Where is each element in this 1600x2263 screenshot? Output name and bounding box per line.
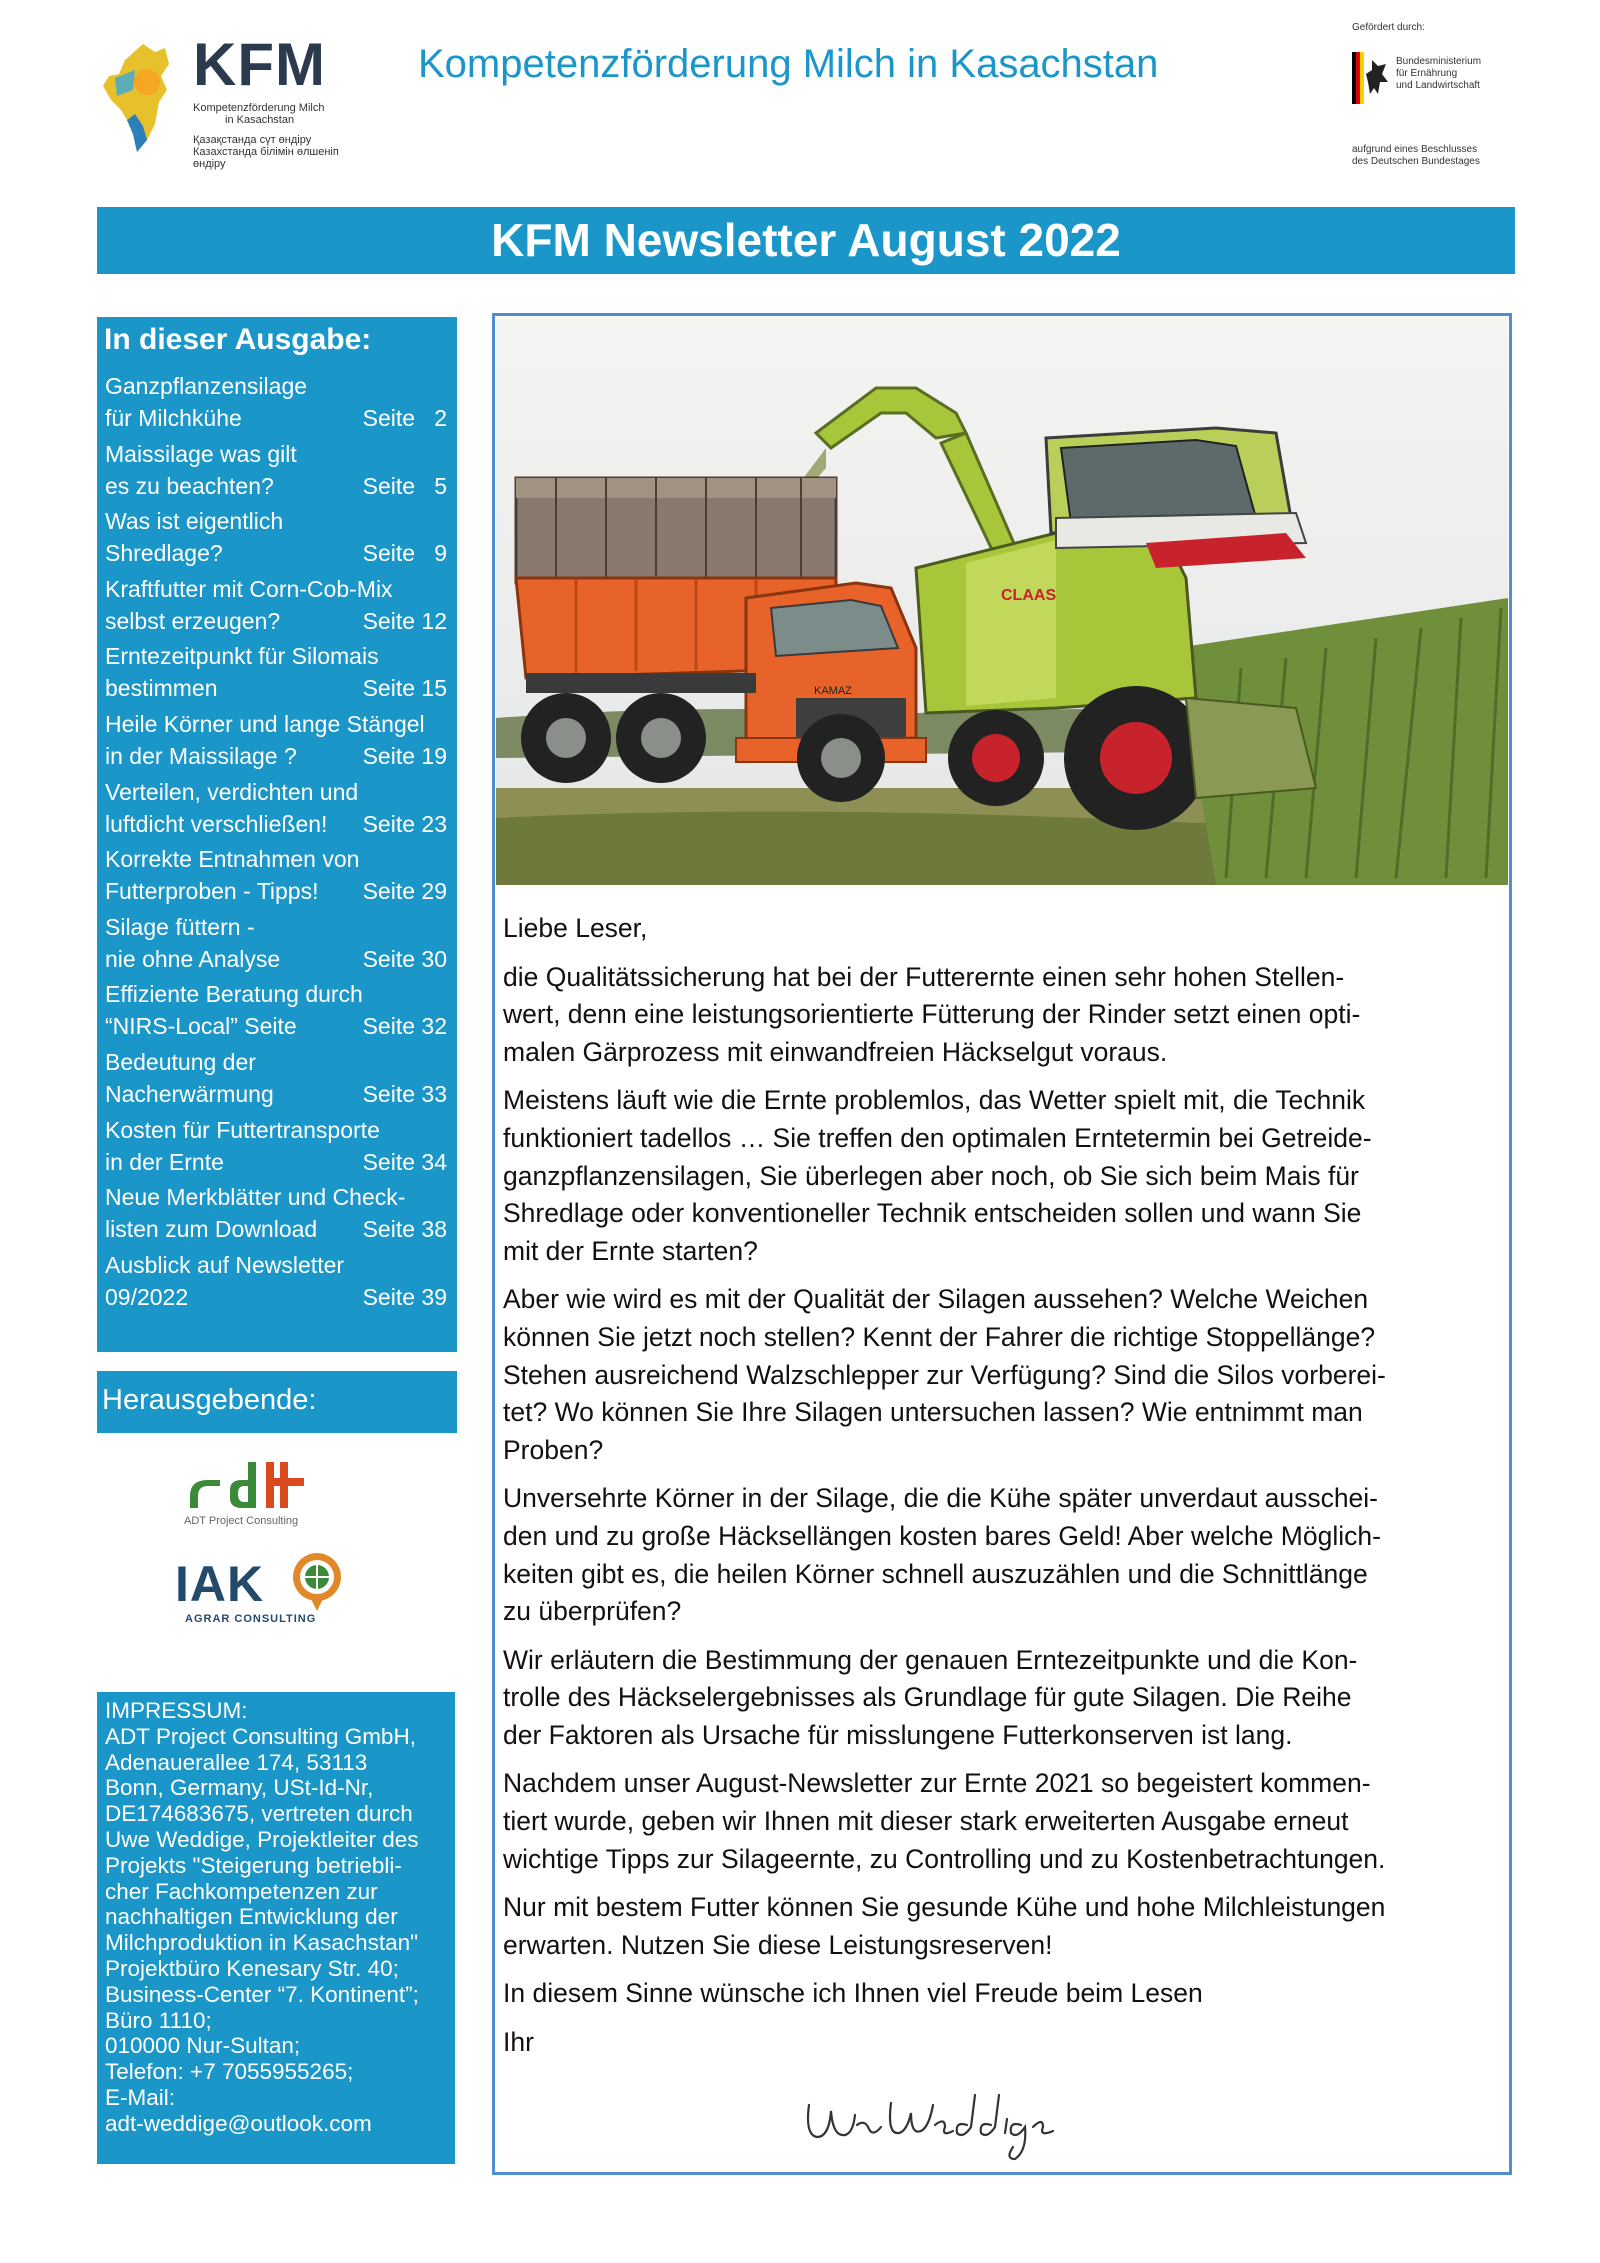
toc-item-title: luftdicht verschließen! [105, 810, 328, 837]
impressum-line: cher Fachkompetenzen zur [105, 1878, 378, 1904]
letter-line: tiert wurde, geben wir Ihnen mit dieser stark erweiterten Ausgabe erneut [503, 1806, 1349, 1837]
toc-item-title: Heile Körner und lange Stängel [105, 711, 425, 737]
toc-item-title: Ausblick auf Newsletter [105, 1251, 345, 1278]
globe-pin-icon [285, 1549, 349, 1613]
impressum-line: Milchproduktion in Kasachstan" [105, 1930, 419, 1956]
letter-line: Ihr [503, 2027, 534, 2058]
toc-item[interactable] [105, 1181, 447, 1245]
impressum-line: 010000 Nur-Sultan; [105, 2033, 301, 2059]
letter-line: In diesem Sinne wünsche ich Ihnen viel Freude beim Lesen [503, 1978, 1203, 2009]
toc-item[interactable] [105, 1046, 447, 1110]
toc-item[interactable] [105, 911, 447, 975]
letter-line: Nachdem unser August-Newsletter zur Ernte 2021 so begeistert kommen- [503, 1768, 1371, 1799]
toc-item-page: Seite 39 [362, 1283, 447, 1310]
harvest-photo-illustration [496, 318, 1508, 885]
letter-line: mit der Ernte starten? [503, 1235, 758, 1266]
letter-body [503, 910, 1503, 2073]
toc-item-title: Kraftfutter mit Corn-Cob-Mix [105, 575, 393, 602]
toc-item-page: Seite 29 [362, 878, 447, 905]
letter-paragraph [503, 1765, 1503, 1878]
iak-logo [175, 1555, 365, 1635]
toc-item-title-continued [105, 875, 447, 907]
toc-item-page: Seite 2 [362, 405, 447, 431]
harvester-brand-text: CLAAS [1001, 587, 1057, 604]
letter-line: den und zu große Häcksellängen kosten bares Geld! Aber welche Möglich- [503, 1520, 1381, 1551]
letter-line: die Qualitätssicherung hat bei der Futterernte einen sehr hohen Stellen- [503, 961, 1345, 992]
iak-logo-word: IAK [175, 1556, 265, 1612]
truck-brand-text: KAMAZ [814, 685, 852, 697]
ministry-name-line: und Landwirtschaft [1396, 80, 1480, 91]
impressum-line: Projekts "Steigerung betriebli- [105, 1852, 402, 1878]
toc-item-title-continued [105, 1078, 447, 1110]
kfm-logo-subtitle: Kompetenzförderung Milch [193, 102, 325, 114]
toc-item-title: Korrekte Entnahmen von [105, 846, 360, 873]
toc-item-title: in der Maissilage ? [105, 743, 297, 769]
kfm-logo-subtitle: Казахстанда білімін өлшеніп өндіру [193, 146, 339, 170]
letter-line: Shredlage oder konventioneller Technik entscheiden sollen und wann Sie [503, 1198, 1362, 1229]
letter-paragraph [503, 1082, 1503, 1270]
bundestag-note-line: des Deutschen Bundestages [1352, 156, 1480, 167]
toc-item-title: in der Ernte [105, 1148, 224, 1175]
kfm-logo-word: KFM [193, 31, 326, 98]
toc-item-page: Seite 34 [362, 1148, 447, 1175]
newsletter-banner: KFM Newsletter August 2022 [97, 207, 1515, 274]
bundestag-note [1352, 144, 1480, 168]
ministry-name-line: Bundesministerium [1396, 56, 1482, 67]
toc-item-page: Seite 12 [362, 607, 447, 634]
letter-line: Wir erläutern die Bestimmung der genauen Erntezeitpunkte und die Kon- [503, 1644, 1358, 1675]
adt-logo [180, 1458, 360, 1528]
toc-item-title: Silage füttern - [105, 913, 255, 940]
toc-item-page: Seite 9 [362, 540, 447, 567]
toc-item[interactable] [105, 573, 447, 637]
letter-line: tet? Wo können Sie Ihre Silagen untersuchen lassen? Wie entnimmt man [503, 1397, 1363, 1428]
impressum-line: nachhaltigen Entwicklung der [105, 1904, 398, 1930]
impressum-line: ADT Project Consulting GmbH, [105, 1723, 416, 1749]
letter-line: Aber wie wird es mit der Qualität der Silagen aussehen? Welche Weichen [503, 1284, 1369, 1315]
letter-line: Unversehrte Körner in der Silage, die die Kühe später unverdaut ausschei- [503, 1483, 1379, 1514]
toc-item-title: 09/2022 [105, 1283, 189, 1310]
impressum [97, 1692, 455, 2164]
toc-item-title: bestimmen [105, 675, 218, 702]
toc-item-title-continued [105, 943, 447, 975]
impressum-line: Projektbüro Kenesary Str. 40; [105, 1955, 399, 1981]
letter-line: Liebe Leser, [503, 913, 648, 943]
toc-item-title-continued [105, 740, 447, 772]
kfm-logo-subtitle: Қазақстанда сүт өндіру [193, 134, 312, 146]
impressum-line: Adenauerallee 174, 53113 [105, 1749, 368, 1775]
impressum-line: Uwe Weddige, Projektleiter des [105, 1826, 419, 1852]
toc-item-page: Seite 23 [362, 810, 447, 837]
impressum-line: E-Mail: [105, 2084, 176, 2110]
toc-item[interactable] [105, 505, 447, 569]
toc-item[interactable] [105, 370, 447, 434]
toc-item[interactable] [105, 978, 447, 1042]
letter-paragraph [503, 1889, 1503, 1964]
letter-paragraph [503, 910, 1503, 948]
letter-line: Meistens läuft wie die Ernte problemlos, das Wetter spielt mit, die Technik [503, 1085, 1366, 1116]
toc-item-page: Seite 38 [362, 1216, 447, 1243]
letter-paragraph [503, 1480, 1503, 1630]
impressum-line: Büro 1110; [105, 2007, 212, 2033]
toc-item-title: Was ist eigentlich [105, 508, 284, 535]
toc-item-page: Seite 5 [362, 472, 447, 499]
toc-item-title: Verteilen, verdichten und [105, 778, 359, 805]
toc-item[interactable] [105, 708, 447, 772]
adt-logo-caption: ADT Project Consulting [184, 1515, 299, 1527]
toc-item-title-continued [105, 1146, 447, 1178]
page-header-title: Kompetenzförderung Milch in Kasachstan [418, 42, 1159, 86]
handwritten-signature [795, 2075, 1125, 2165]
letter-line: Stehen ausreichend Walzschlepper zur Verfügung? Sind die Silos vorberei- [503, 1359, 1386, 1390]
toc-item-title: Shredlage? [105, 540, 223, 567]
iak-logo-caption: AGRAR CONSULTING [185, 1613, 317, 1625]
letter-paragraph [503, 1281, 1503, 1469]
toc-item-title: Maissilage was gilt [105, 440, 297, 467]
letter-line: zu überprüfen? [503, 1596, 682, 1627]
impressum-line: Bonn, Germany, USt-Id-Nr, [105, 1775, 374, 1801]
toc-item[interactable] [105, 1249, 447, 1313]
toc-item-page: Seite 30 [362, 945, 447, 972]
letter-line: wert, denn eine leistungsorientierte Fütterung der Rinder setzt einen opti- [503, 999, 1361, 1030]
toc-item-title-continued [105, 808, 447, 840]
toc-item-title: nie ohne Analyse [105, 945, 281, 972]
impressum-heading: IMPRESSUM: [105, 1698, 248, 1723]
letter-paragraph [503, 959, 1503, 1072]
toc-item[interactable] [105, 843, 447, 907]
toc-item-title: Erntezeitpunkt für Silomais [105, 643, 379, 670]
toc-item-title-continued [105, 402, 447, 434]
letter-line: ganzpflanzensilagen, Sie überlegen aber noch, ob Sie sich beim Mais für [503, 1160, 1359, 1191]
impressum-line: Business-Center “7. Kontinent”; [105, 1981, 419, 2007]
kfm-logo [95, 30, 365, 170]
impressum-line: Telefon: +7 7055955265; [105, 2059, 354, 2085]
toc-item[interactable] [105, 438, 447, 502]
toc-item[interactable] [105, 640, 447, 704]
toc-item-title: Nacherwärmung [105, 1081, 274, 1107]
toc-item-page: Seite 32 [362, 1013, 447, 1040]
toc-item-page: Seite 15 [362, 675, 447, 702]
toc-item-title: Ganzpflanzensilage [105, 373, 308, 399]
toc-item-title: es zu beachten? [105, 472, 274, 499]
toc-item-title: Effiziente Beratung durch [105, 981, 363, 1008]
signature [795, 2075, 1125, 2165]
toc-item-title: Kosten für Futtertransporte [105, 1116, 380, 1143]
toc-item-title-continued [105, 1281, 447, 1313]
toc-item-title-continued [105, 537, 447, 569]
toc-item-title: Neue Merkblätter und Check- [105, 1184, 406, 1211]
kfm-logo-subtitle: in Kasachstan [225, 114, 295, 126]
letter-line: können Sie jetzt noch stellen? Kennt der Fahrer die richtige Stoppellänge? [503, 1321, 1376, 1352]
letter-line: der Faktoren als Ursache für misslungene Futterkonserven ist lang. [503, 1719, 1293, 1750]
letter-line: Nur mit bestem Futter können Sie gesunde Kühe und hohe Milchleistungen [503, 1892, 1386, 1923]
impressum-line: adt-weddige@outlook.com [105, 2110, 372, 2136]
letter-line: wichtige Tipps zur Silageernte, zu Controlling und zu Kostenbetrachtungen. [503, 1843, 1386, 1874]
publishers-heading-label: Herausgebende: [102, 1384, 317, 1416]
letter-line: Proben? [503, 1434, 604, 1465]
letter-line: keiten gibt es, die heilen Körner schnell auszuzählen und die Schnittlänge [503, 1558, 1368, 1589]
toc-item-page: Seite 19 [362, 743, 447, 769]
table-of-contents [97, 317, 457, 1352]
impressum-line: DE174683675, vertreten durch [105, 1801, 413, 1827]
toc-item[interactable] [105, 1114, 447, 1178]
federal-eagle-icon [1352, 52, 1392, 104]
bmel-logo [1352, 22, 1512, 172]
publishers-heading [97, 1371, 457, 1433]
letter-line: malen Gärprozess mit einwandfreien Häckselgut voraus. [503, 1036, 1168, 1067]
toc-item-title: für Milchkühe [105, 405, 242, 431]
adt-logo-mark [186, 1458, 346, 1516]
toc-item-title-continued [105, 1213, 447, 1245]
toc-item-title: listen zum Download [105, 1216, 318, 1243]
letter-paragraph [503, 1642, 1503, 1755]
harvest-photo [496, 318, 1508, 885]
toc-item-title-continued [105, 605, 447, 637]
letter-line: erwarten. Nutzen Sie diese Leistungsreserven! [503, 1929, 1053, 1960]
toc-heading: In dieser Ausgabe: [104, 323, 372, 356]
funding-note: Gefördert durch: [1352, 22, 1425, 33]
letter-line: funktioniert tadellos … Sie treffen den optimalen Erntetermin bei Getreide- [503, 1122, 1372, 1153]
toc-item[interactable] [105, 776, 447, 840]
toc-item-title-continued [105, 470, 447, 502]
toc-item-title: Futterproben - Tipps! [105, 878, 319, 905]
toc-item-title: selbst erzeugen? [105, 607, 281, 634]
letter-paragraph [503, 2024, 1503, 2062]
bundestag-note-line: aufgrund eines Beschlusses [1352, 144, 1478, 155]
toc-item-title: “NIRS-Local” Seite [105, 1013, 297, 1040]
letter-paragraph [503, 1975, 1503, 2013]
toc-item-title-continued [105, 1010, 447, 1042]
letter-line: trolle des Häckselergebnisses als Grundlage für gute Silagen. Die Reihe [503, 1682, 1352, 1713]
toc-item-title-continued [105, 672, 447, 704]
kazakhstan-map-icon [95, 30, 195, 170]
ministry-name-line: für Ernährung [1396, 68, 1458, 79]
toc-item-title: Bedeutung der [105, 1049, 256, 1075]
toc-item-page: Seite 33 [362, 1081, 447, 1107]
ministry-name [1396, 56, 1481, 92]
